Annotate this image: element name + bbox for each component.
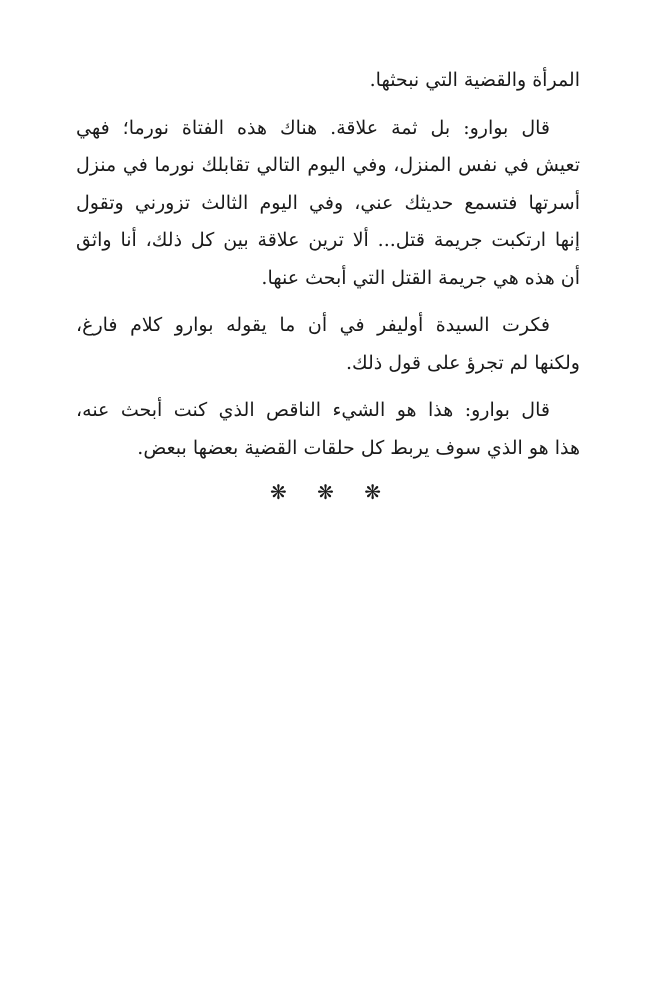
text-line: إنها ارتكبت جريمة قتل... ألا ترين علاقة بين كل ذلك، أنا واثق xyxy=(76,229,580,251)
text-line: فكرت السيدة أوليفر في أن ما يقوله بوارو كلام فارغ، xyxy=(76,314,550,336)
asterism-icon: ❋ xyxy=(317,480,334,504)
text-line: هذا هو الذي سوف يربط كل حلقات القضية بعضها ببعض. xyxy=(137,436,580,459)
paragraph-2 xyxy=(76,110,580,298)
text-line: أن هذه هي جريمة القتل التي أبحث عنها. xyxy=(261,266,580,289)
text-line: أسرتها فتسمع حديثك عني، وفي اليوم الثالث تزورني وتقول xyxy=(76,191,580,214)
paragraph-4 xyxy=(76,392,580,467)
text-line: قال بوارو: هذا هو الشيء الناقص الذي كنت أبحث عنه، xyxy=(76,399,550,421)
asterism-icon: ❋ xyxy=(364,480,381,504)
text-line: المرأة والقضية التي نبحثها. xyxy=(369,69,580,91)
paragraph-1 xyxy=(76,62,580,100)
asterism-icon: ❋ xyxy=(269,480,287,504)
text-line: تعيش في نفس المنزل، وفي اليوم التالي تقابلك نورما في منزل xyxy=(76,154,580,176)
paragraph-3 xyxy=(76,307,580,382)
section-break-ornament xyxy=(0,480,651,504)
text-line: قال بوارو: بل ثمة علاقة. هناك هذه الفتاة نورما؛ فهي xyxy=(76,116,550,139)
page-body xyxy=(76,62,580,477)
text-line: ولكنها لم تجرؤ على قول ذلك. xyxy=(345,351,580,374)
